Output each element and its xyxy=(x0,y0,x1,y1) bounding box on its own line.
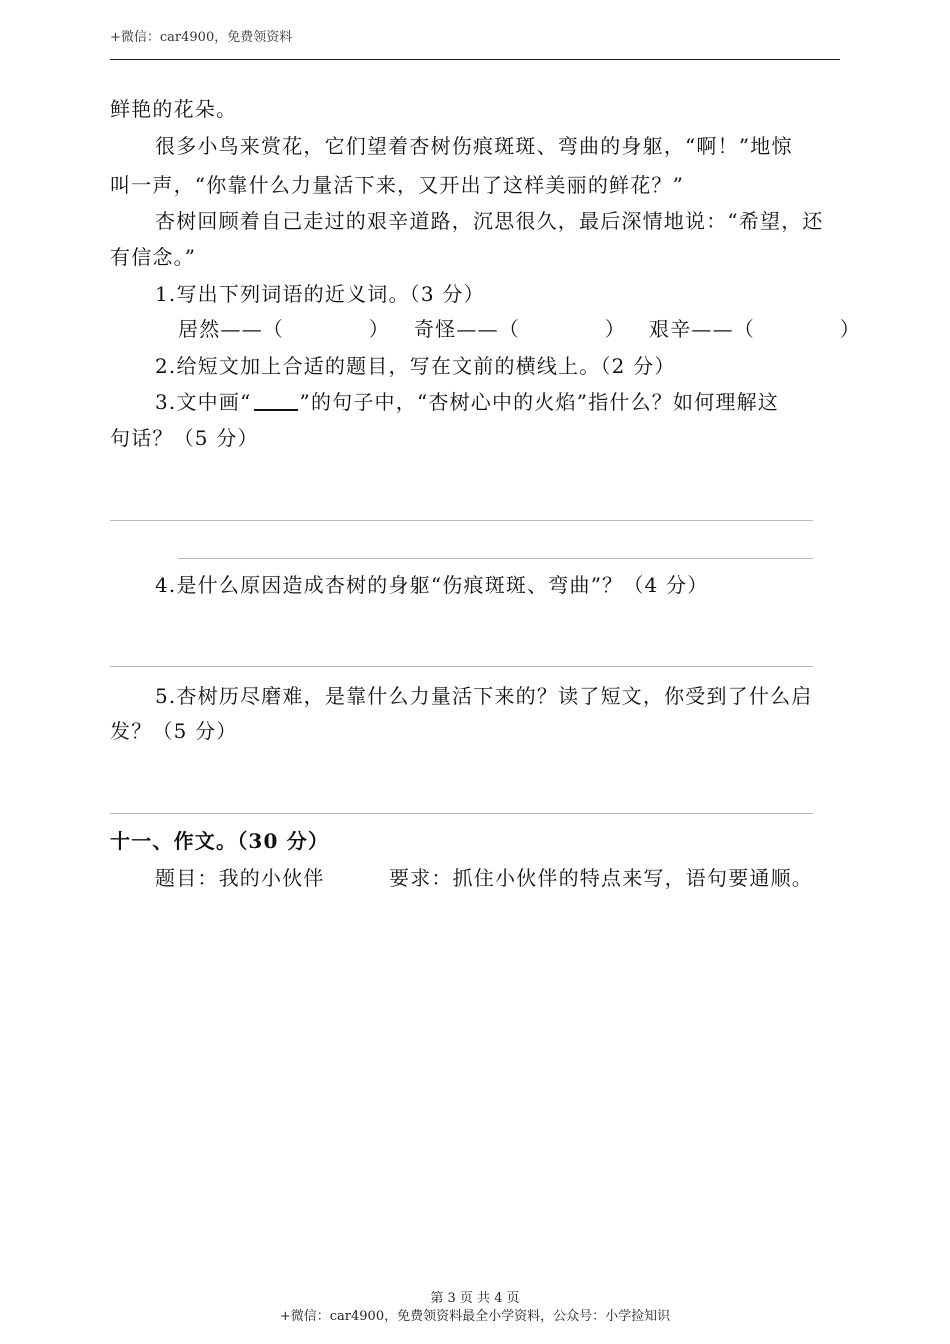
question-3 xyxy=(155,390,779,414)
footer-watermark: +微信：car4900，免费领资料最全小学资料，公众号：小学捡知识 xyxy=(279,1309,671,1324)
synonym-item-3: 艰辛——（ ） xyxy=(649,317,861,341)
composition-heading: 十一、作文。（30 分） xyxy=(110,829,330,853)
question-2: 2.给短文加上合适的题目，写在文前的横线上。（2 分） xyxy=(155,354,676,378)
answer-line[interactable] xyxy=(178,558,813,559)
composition-requirement: 要求：抓住小伙伴的特点来写，语句要通顺。 xyxy=(389,866,813,890)
header-watermark: +微信：car4900，免费领资料 xyxy=(110,30,293,45)
question-3-prefix: 3.文中画“ xyxy=(155,390,252,414)
passage-line: 叫一声，“你靠什么力量活下来，又开出了这样美丽的鲜花？” xyxy=(110,173,685,197)
page-number: 第 3 页 共 4 页 xyxy=(430,1291,520,1306)
synonym-item-1: 居然——（ ） xyxy=(178,317,390,341)
question-3-line2: 句话？（5 分） xyxy=(110,426,259,450)
composition-topic: 题目：我的小伙伴 xyxy=(155,866,325,890)
question-3-suffix: ”的句子中，“杏树心中的火焰”指什么？如何理解这 xyxy=(299,390,779,414)
question-4: 4.是什么原因造成杏树的身躯“伤痕斑斑、弯曲”？（4 分） xyxy=(155,573,709,597)
header-divider xyxy=(110,59,840,60)
synonym-item-2: 奇怪——（ ） xyxy=(414,317,626,341)
answer-line[interactable] xyxy=(110,520,813,521)
underline-blank xyxy=(254,391,298,411)
passage-line: 杏树回顾着自己走过的艰辛道路，沉思很久，最后深情地说：“希望，还 xyxy=(155,209,824,233)
passage-line: 很多小鸟来赏花，它们望着杏树伤痕斑斑、弯曲的身躯，“啊！”地惊 xyxy=(155,134,793,158)
answer-line[interactable] xyxy=(110,666,813,667)
question-5-line1: 5.杏树历尽磨难，是靠什么力量活下来的？读了短文，你受到了什么启 xyxy=(155,684,813,708)
passage-line: 有信念。” xyxy=(110,245,197,269)
passage-line: 鲜艳的花朵。 xyxy=(110,97,238,121)
question-5-line2: 发？（5 分） xyxy=(110,719,238,743)
question-1: 1.写出下列词语的近义词。（3 分） xyxy=(155,282,485,306)
answer-line[interactable] xyxy=(110,813,813,814)
